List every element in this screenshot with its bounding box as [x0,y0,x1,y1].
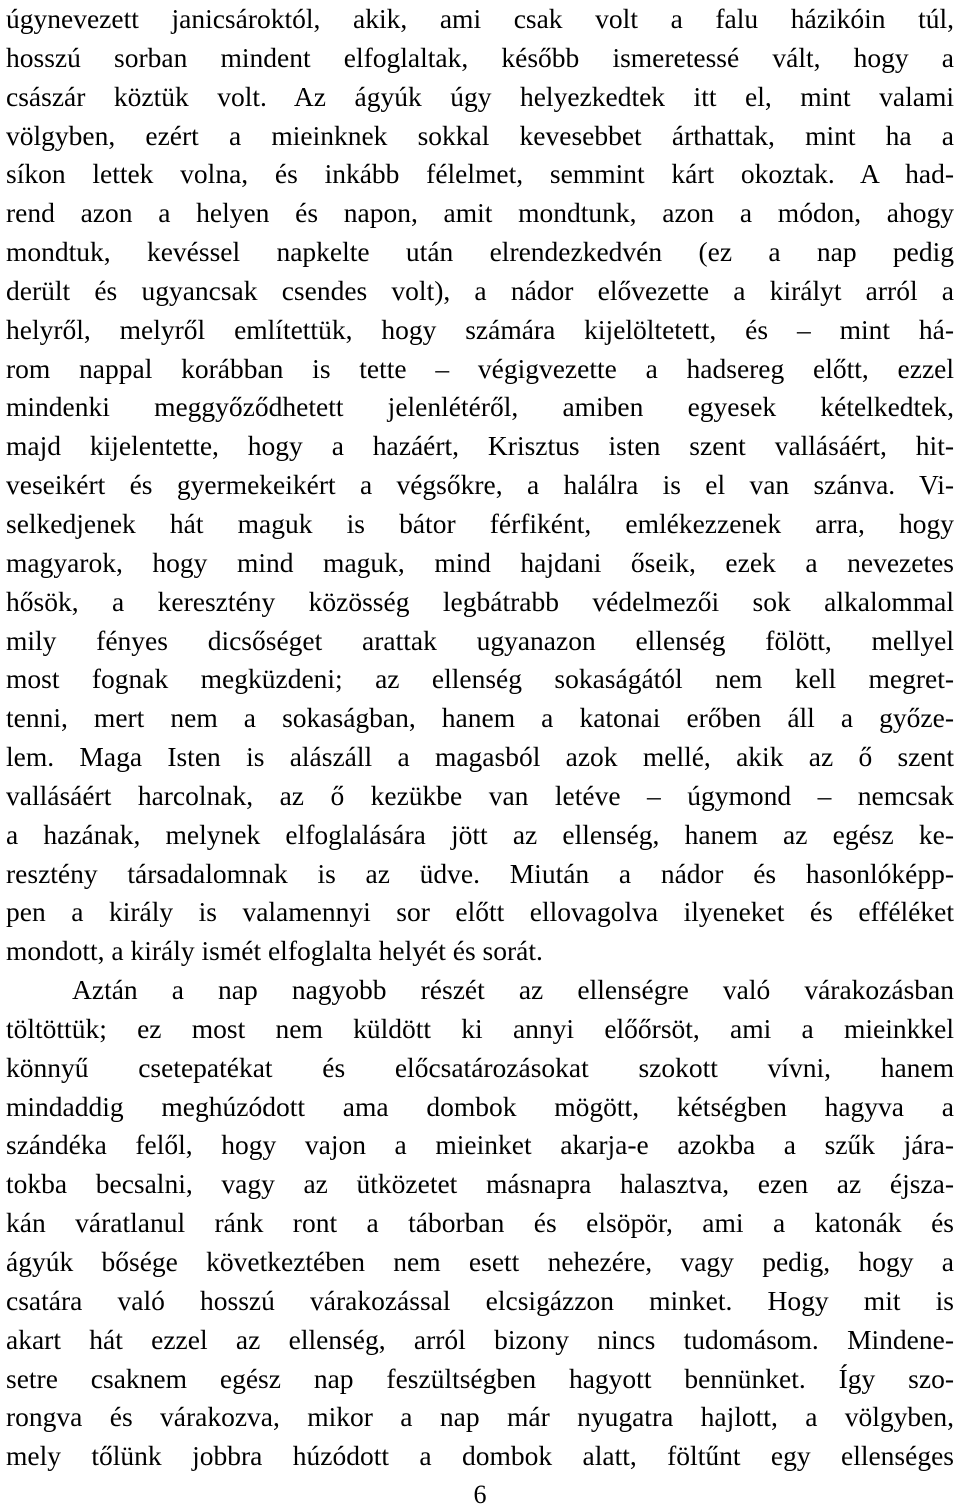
text-line: mindenki meggyőződhetett jelenlétéről, amiben egyesek kételkedtek, [6,391,954,423]
text-line: töltöttük; ez most nem küldött ki annyi előőrsöt, ami a mieinkkel [6,1012,954,1044]
text-line: rend azon a helyen és napon, amit mondtunk, azon a módon, ahogy [6,197,954,229]
text-line: mindaddig meghúzódott ama dombok mögött, kétségben hagyva a [6,1090,954,1122]
text-line: mondott, a király ismét elfoglalta helyét és sorát. [6,935,543,967]
text-line: magyarok, hogy mind maguk, mind hajdani őseik, ezek a nevezetes [6,546,954,578]
text-line: könnyű csetepatékat és előcsatározásokat szokott vívni, hanem [6,1051,954,1083]
text-line: kán váratlanul ránk ront a táborban és elsöpör, ami a katonák és [6,1207,954,1239]
text-line: mily fényes dicsőséget arattak ugyanazon ellenség fölött, mellyel [6,624,954,656]
text-line: tenni, mert nem a sokaságban, hanem a katonai erőben áll a győze- [6,702,954,734]
text-line: völgyben, ezért a mieinknek sokkal kevesebbet árthattak, mint ha a [6,119,954,151]
text-line: tokba becsalni, vagy az ütközetet másnapra halasztva, ezen az éjsza- [6,1168,954,1200]
text-line: Aztán a nap nagyobb részét az ellenségre való várakozásban [72,974,954,1006]
text-line: rongva és várakozva, mikor a nap már nyugatra hajlott, a völgyben, [6,1401,954,1433]
text-line: hősök, a keresztény közösség legbátrabb védelmezői sok alkalommal [6,585,954,617]
text-line: resztény társadalomnak is az üdve. Miután a nádor és hasonlóképp- [6,857,954,889]
text-line: pen a király is valamennyi sor előtt ellovagolva ilyeneket és efféléket [6,896,954,928]
text-line: veseikért és gyermekeikért a végsőkre, a halálra is el van szánva. Vi- [6,469,954,501]
text-line: szándéka felől, hogy vajon a mieinket akarja-e azokba a szűk jára- [6,1129,954,1161]
text-line: most fognak megküzdeni; az ellenség sokaságától nem kell megret- [6,663,954,695]
text-line: úgynevezett janicsároktól, akik, ami csak volt a falu házikóin túl, [6,3,954,34]
text-line: lem. Maga Isten is alászáll a magasból azok mellé, akik az ő szent [6,741,954,773]
paragraph-2 [6,971,954,1476]
page-number: 6 [473,1480,487,1509]
text-line: a hazának, melynek elfoglalására jött az ellenség, hanem az egész ke- [6,818,954,850]
text-line: derült és ugyancsak csendes volt), a nádor elővezette a királyt arról a [6,274,954,306]
text-line: csatára való hosszú várakozással elcsigázzon minket. Hogy mit is [6,1284,954,1316]
document-page [6,0,954,1476]
text-line: rom nappal korábban is tette – végigvezette a hadsereg előtt, ezzel [6,352,954,384]
text-line: akart hát ezzel az ellenség, arról bizony nincs tudomásom. Mindene- [6,1323,954,1355]
text-line: mely tőlünk jobbra húzódott a dombok alatt, föltűnt egy ellenséges [6,1440,954,1472]
text-line: hosszú sorban mindent elfoglaltak, később ismeretessé vált, hogy a [6,41,954,73]
text-line: mondtuk, kevéssel napkelte után elrendezkedvén (ez a nap pedig [6,236,954,268]
text-line: helyről, melyről említettük, hogy számára kijelöltetett, és – mint há- [6,313,954,345]
text-line: császár köztük volt. Az ágyúk úgy helyezkedtek itt el, mint valami [6,80,954,112]
text-line: ágyúk bősége következtében nem esett nehezére, vagy pedig, hogy a [6,1246,954,1277]
text-line: síkon lettek volna, és inkább félelmet, semmint kárt okoztak. A had- [6,158,954,190]
paragraph-1 [6,0,954,971]
text-line: majd kijelentette, hogy a hazáért, Krisztus isten szent vallásáért, hit- [6,430,954,462]
text-line: vallásáért harcolnak, az ő kezükbe van letéve – úgymond – nemcsak [6,779,954,811]
text-line: selkedjenek hát maguk is bátor férfiként, emlékezzenek arra, hogy [6,507,954,539]
text-line: setre csaknem egész nap feszültségben hagyott bennünket. Így szo- [6,1362,954,1394]
